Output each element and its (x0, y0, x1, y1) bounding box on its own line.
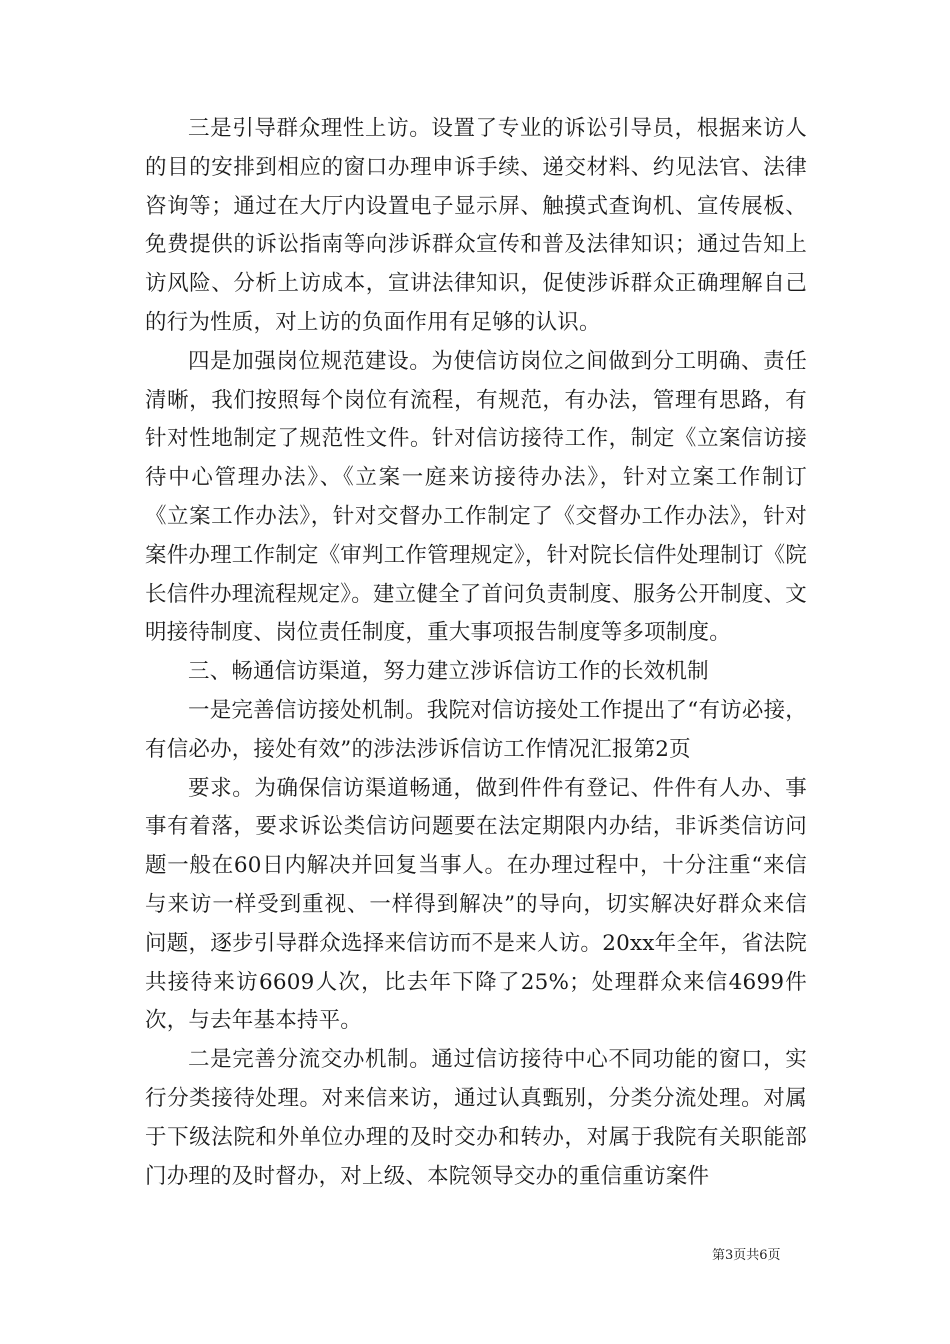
paragraph-guide-rational-petition: 三是引导群众理性上访。设置了专业的诉讼引导员，根据来访人的目的安排到相应的窗口办理申诉手续、递交材料、约见法官、法律咨询等；通过在大厅内设置电子显示屏、触摸式查询机、宣传展板、免费提供的诉讼指南等向涉诉群众宣传和普及法律知识；通过告知上访风险、分析上访成本，宣讲法律知识，促使涉诉群众正确理解自己的行为性质，对上访的负面作用有足够的认识。 (145, 116, 807, 335)
page-number: 第3页共6页 (712, 1248, 781, 1263)
paragraph-diversion-mechanism: 二是完善分流交办机制。通过信访接待中心不同功能的窗口，实行分类接待处理。对来信来访，通过认真甄别，分类分流处理。对属于下级法院和外单位办理的及时交办和转办，对属于我院有关职能部门办理的及时督办，对上级、本院领导交办的重信重访案件 (145, 1047, 807, 1189)
section-heading-petition-channels: 三、畅通信访渠道，努力建立涉诉信访工作的长效机制 (188, 659, 709, 685)
document-body (145, 110, 807, 1196)
paragraph-requirements: 要求。为确保信访渠道畅通，做到件件有登记、件件有人办、事事有着落，要求诉讼类信访问题要在法定期限内办结，非诉类信访问题一般在60日内解决并回复当事人。在办理过程中，十分注重“来信与来访一样受到重视、一样得到解决”的导向，切实解决好群众来信问题，逐步引导群众选择来信访而不是来人访。20xx年全年，省法院共接待来访6609人次，比去年下降了25%；处理群众来信4699件次，与去年基本持平。 (145, 775, 807, 1034)
paragraph-petition-handling-mechanism: 一是完善信访接处机制。我院对信访接处工作提出了“有访必接，有信必办，接处有效”的涉法涉诉信访工作情况汇报第2页 (145, 697, 807, 762)
paragraph-post-standardization: 四是加强岗位规范建设。为使信访岗位之间做到分工明确、责任清晰，我们按照每个岗位有流程，有规范，有办法，管理有思路，有针对性地制定了规范性文件。针对信访接待工作，制定《立案信访接待中心管理办法》、《立案一庭来访接待办法》，针对立案工作制订《立案工作办法》，针对交督办工作制定了《交督办工作办法》，针对案件办理工作制定《审判工作管理规定》，针对院长信件处理制订《院长信件办理流程规定》。建立健全了首问负责制度、服务公开制度、文明接待制度、岗位责任制度，重大事项报告制度等多项制度。 (145, 348, 807, 646)
